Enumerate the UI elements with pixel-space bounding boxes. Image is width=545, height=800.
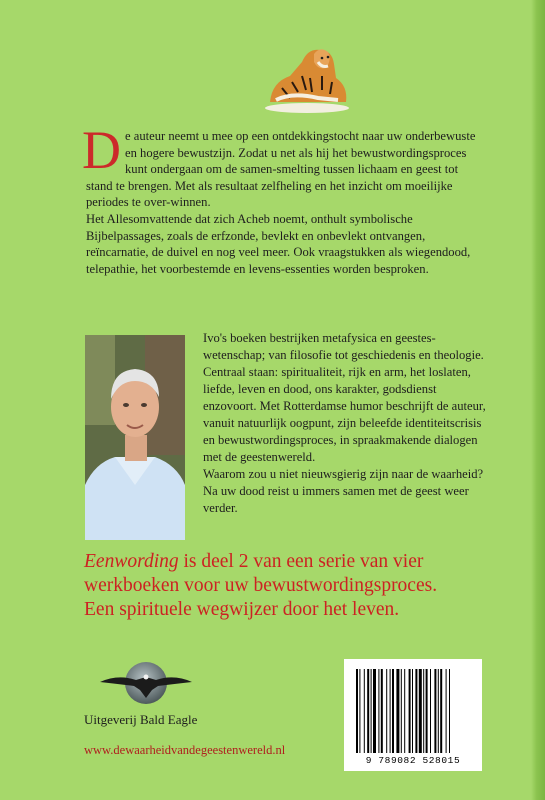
barcode-bar <box>381 669 383 753</box>
cover-spine-edge <box>531 0 545 800</box>
barcode-bar <box>367 669 369 753</box>
barcode-bar <box>396 669 399 753</box>
tagline-line-1 <box>84 550 484 574</box>
bio-paragraph-2: Waarom zou u niet nieuwsgierig zijn naar de waarheid? Na uw dood reist u immers samen met de geest weer verder. <box>203 467 484 515</box>
tagline-line-2: werkboeken voor uw bewustwordingsproces. <box>84 575 438 596</box>
barcode-bar <box>359 669 360 753</box>
barcode-bar <box>390 669 391 753</box>
barcode-bar <box>409 669 411 753</box>
bio-paragraph-1: Ivo's boeken bestrijken metafysica en geestes-wetenschap; van filosofie tot geschiedenis en theologie. Centraal staan: spiritualiteit, rijk en arm, het loslaten, liefde, leven en dood, ons karakter, godsdienst enzovoort. Met Rotterdamse humor beschrijft de auteur, vanuit natuurlijk oogpunt, zijn beleefde identiteitscrisis en bewustwordingsproces, in spraakmakende dialogen met de geestenwereld. <box>203 331 486 464</box>
barcode-bar <box>426 669 428 753</box>
intro-paragraph-1: e auteur neemt u mee op een ontdekkingstocht naar uw onderbewuste en hogere bewustzijn. Zodat u net als hij het bewustwordingsproces kunt ondergaan om de samen-smelting tussen lichaam en geest tot stand te brengen. Met als resultaat zelfheling en het inzicht om moeilijke periodes te over-winnen. <box>86 129 476 210</box>
author-photo <box>85 335 185 540</box>
barcode-bar <box>401 669 402 753</box>
barcode-bar <box>392 669 394 753</box>
barcode-bar <box>440 669 442 753</box>
book-title: Eenwording <box>84 551 179 572</box>
barcode-bar <box>434 669 436 753</box>
isbn-number: 9 789082 528015 <box>365 755 461 766</box>
tagline-line-1-rest: is deel 2 van een serie van vier <box>178 551 424 572</box>
barcode-bar <box>415 669 417 753</box>
barcode <box>344 659 482 771</box>
barcode-bar <box>356 669 358 753</box>
barcode-bar <box>438 669 439 753</box>
drop-cap: D <box>82 120 121 180</box>
barcode-bar <box>430 669 431 753</box>
author-bio <box>203 330 493 517</box>
barcode-bar <box>378 669 379 753</box>
barcode-bar <box>412 669 413 753</box>
barcode-bar <box>404 669 405 753</box>
barcode-bar <box>419 669 422 753</box>
tiger-icon <box>262 42 352 114</box>
publisher-website-link[interactable]: www.dewaarheidvandegeestenwereld.nl <box>84 743 286 757</box>
barcode-bar <box>386 669 387 753</box>
eagle-globe-icon <box>96 660 196 706</box>
intro-text <box>82 120 484 277</box>
barcode-bar <box>423 669 424 753</box>
barcode-bars <box>354 669 472 753</box>
barcode-bar <box>449 669 450 753</box>
barcode-bar <box>373 669 376 753</box>
publisher-name: Uitgeverij Bald Eagle <box>84 712 198 727</box>
barcode-bar <box>371 669 372 753</box>
intro-paragraph-2: Het Allesomvattende dat zich Acheb noemt, onthult symbolische Bijbelpassages, zoals de erfzonde, bevlekt en onbevlekt ontvangen, reïncarnatie, de duivel en nog veel meer. Ook vraagstukken als wiegendood, telepathie, het voorbestemde en levens-essenties worden besproken. <box>86 211 471 276</box>
barcode-bar <box>364 669 365 753</box>
barcode-bar <box>446 669 447 753</box>
tagline-line-3: Een spirituele wegwijzer door het leven. <box>84 599 400 620</box>
series-tagline <box>84 550 484 622</box>
